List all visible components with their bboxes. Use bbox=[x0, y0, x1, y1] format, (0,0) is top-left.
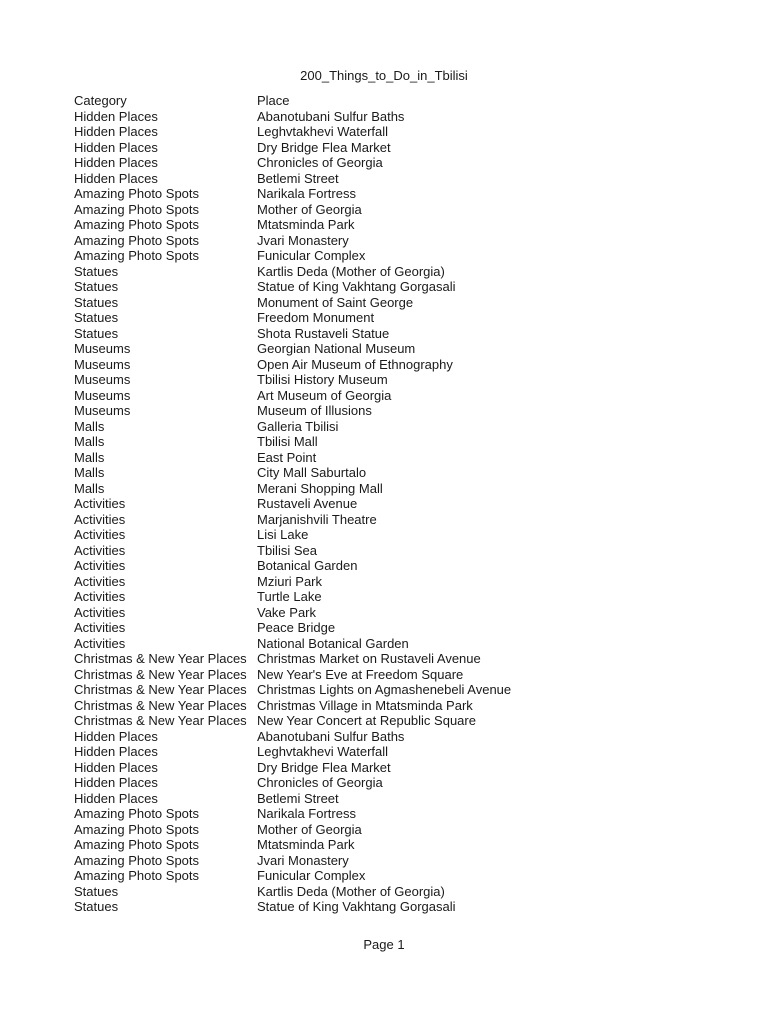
place-cell: Tbilisi History Museum bbox=[257, 372, 388, 387]
table-row bbox=[74, 713, 511, 729]
table-row bbox=[74, 450, 511, 466]
places-table bbox=[74, 93, 511, 915]
category-cell: Museums bbox=[74, 403, 131, 418]
table-row bbox=[74, 140, 511, 156]
column-header-place: Place bbox=[257, 93, 290, 108]
table-row bbox=[74, 233, 511, 249]
table-row bbox=[74, 357, 511, 373]
category-cell: Christmas & New Year Places bbox=[74, 713, 247, 728]
table-row bbox=[74, 264, 511, 280]
category-cell: Activities bbox=[74, 511, 126, 527]
category-cell: Amazing Photo Spots bbox=[74, 217, 200, 232]
table-row bbox=[74, 202, 511, 218]
document-title: 200_Things_to_Do_in_Tbilisi bbox=[300, 68, 468, 83]
category-cell: Amazing Photo Spots bbox=[74, 186, 200, 201]
place-cell: Christmas Market on Rustaveli Avenue bbox=[257, 651, 481, 666]
table-row bbox=[74, 419, 511, 435]
place-cell: Georgian National Museum bbox=[257, 341, 416, 356]
table-row bbox=[74, 465, 511, 481]
place-cell: Freedom Monument bbox=[257, 310, 375, 325]
table-row bbox=[74, 372, 511, 388]
place-cell: Christmas Lights on Agmashenebeli Avenue bbox=[257, 682, 512, 697]
place-cell: Monument of Saint George bbox=[257, 294, 414, 310]
table-row bbox=[74, 496, 511, 512]
table-row bbox=[74, 775, 511, 791]
place-cell: City Mall Saburtalo bbox=[257, 465, 367, 480]
place-cell: Chronicles of Georgia bbox=[257, 775, 383, 790]
place-cell: Mother of Georgia bbox=[257, 201, 362, 217]
place-cell: Abanotubani Sulfur Baths bbox=[257, 108, 405, 124]
place-cell: Lisi Lake bbox=[257, 527, 309, 542]
place-cell: New Year Concert at Republic Square bbox=[257, 713, 476, 728]
category-cell: Museums bbox=[74, 372, 131, 387]
table-row bbox=[74, 729, 511, 745]
table-row bbox=[74, 651, 511, 667]
table-row bbox=[74, 558, 511, 574]
place-cell: Open Air Museum of Ethnography bbox=[257, 356, 453, 372]
category-cell: Statues bbox=[74, 899, 119, 914]
category-cell: Hidden Places bbox=[74, 744, 158, 759]
place-cell: Narikala Fortress bbox=[257, 186, 356, 201]
place-cell: Christmas Village in Mtatsminda Park bbox=[257, 697, 473, 713]
category-cell: Activities bbox=[74, 604, 126, 620]
place-cell: National Botanical Garden bbox=[257, 635, 409, 651]
place-cell: New Year's Eve at Freedom Square bbox=[257, 666, 464, 682]
table-row bbox=[74, 837, 511, 853]
category-cell: Malls bbox=[74, 418, 105, 434]
table-row bbox=[74, 791, 511, 807]
category-cell: Statues bbox=[74, 325, 119, 341]
category-cell: Hidden Places bbox=[74, 790, 158, 806]
table-row bbox=[74, 884, 511, 900]
category-cell: Statues bbox=[74, 883, 119, 899]
table-row bbox=[74, 698, 511, 714]
place-cell: East Point bbox=[257, 449, 317, 465]
table-row bbox=[74, 171, 511, 187]
table-row bbox=[74, 310, 511, 326]
category-cell: Christmas & New Year Places bbox=[74, 697, 247, 713]
category-cell: Activities bbox=[74, 573, 126, 589]
place-cell: Abanotubani Sulfur Baths bbox=[257, 728, 405, 744]
category-cell: Amazing Photo Spots bbox=[74, 821, 200, 837]
table-row bbox=[74, 341, 511, 357]
category-cell: Statues bbox=[74, 310, 119, 325]
table-header bbox=[74, 93, 511, 109]
table-row bbox=[74, 853, 511, 869]
category-cell: Hidden Places bbox=[74, 759, 158, 775]
place-cell: Tbilisi Mall bbox=[257, 434, 318, 449]
place-cell: Statue of King Vakhtang Gorgasali bbox=[257, 899, 456, 914]
table-row bbox=[74, 481, 511, 497]
place-cell: Tbilisi Sea bbox=[257, 542, 317, 558]
category-cell: Hidden Places bbox=[74, 108, 158, 124]
place-cell: Mother of Georgia bbox=[257, 821, 362, 837]
category-cell: Activities bbox=[74, 589, 126, 604]
place-cell: Betlemi Street bbox=[257, 790, 339, 806]
category-cell: Hidden Places bbox=[74, 728, 158, 744]
table-row bbox=[74, 605, 511, 621]
place-cell: Leghvtakhevi Waterfall bbox=[257, 124, 389, 139]
category-cell: Christmas & New Year Places bbox=[74, 682, 247, 697]
table-row bbox=[74, 512, 511, 528]
table-row bbox=[74, 868, 511, 884]
place-cell: Mziuri Park bbox=[257, 573, 323, 589]
table-row bbox=[74, 806, 511, 822]
place-cell: Shota Rustaveli Statue bbox=[257, 325, 390, 341]
category-cell: Malls bbox=[74, 465, 105, 480]
place-cell: Funicular Complex bbox=[257, 868, 366, 883]
place-cell: Botanical Garden bbox=[257, 558, 358, 573]
table-row bbox=[74, 248, 511, 264]
category-cell: Museums bbox=[74, 341, 131, 356]
place-cell: Jvari Monastery bbox=[257, 232, 349, 248]
place-cell: Chronicles of Georgia bbox=[257, 155, 383, 170]
category-cell: Statues bbox=[74, 279, 119, 294]
table-row bbox=[74, 403, 511, 419]
category-cell: Amazing Photo Spots bbox=[74, 201, 200, 217]
table-row bbox=[74, 682, 511, 698]
category-cell: Activities bbox=[74, 558, 126, 573]
category-cell: Hidden Places bbox=[74, 170, 158, 186]
place-cell: Vake Park bbox=[257, 604, 317, 620]
category-cell: Amazing Photo Spots bbox=[74, 852, 200, 868]
category-cell: Hidden Places bbox=[74, 124, 158, 139]
table-row bbox=[74, 899, 511, 915]
category-cell: Hidden Places bbox=[74, 775, 158, 790]
table-row bbox=[74, 217, 511, 233]
place-cell: Betlemi Street bbox=[257, 170, 339, 186]
table-row bbox=[74, 822, 511, 838]
place-cell: Art Museum of Georgia bbox=[257, 387, 392, 403]
table-row bbox=[74, 760, 511, 776]
table-row bbox=[74, 589, 511, 605]
category-cell: Statues bbox=[74, 263, 119, 279]
category-cell: Activities bbox=[74, 635, 126, 651]
place-cell: Mtatsminda Park bbox=[257, 217, 355, 232]
place-cell: Galleria Tbilisi bbox=[257, 418, 339, 434]
table-row bbox=[74, 527, 511, 543]
table-row bbox=[74, 155, 511, 171]
table-row bbox=[74, 667, 511, 683]
category-cell: Museums bbox=[74, 387, 131, 403]
table-row bbox=[74, 434, 511, 450]
table-row bbox=[74, 326, 511, 342]
table-row bbox=[74, 186, 511, 202]
table-row bbox=[74, 636, 511, 652]
place-cell: Jvari Monastery bbox=[257, 852, 349, 868]
table-row bbox=[74, 744, 511, 760]
place-cell: Dry Bridge Flea Market bbox=[257, 139, 391, 155]
category-cell: Christmas & New Year Places bbox=[74, 651, 247, 666]
category-cell: Malls bbox=[74, 480, 105, 496]
table-row bbox=[74, 109, 511, 125]
category-cell: Hidden Places bbox=[74, 139, 158, 155]
place-cell: Peace Bridge bbox=[257, 620, 336, 635]
category-cell: Museums bbox=[74, 356, 131, 372]
page-number: Page 1 bbox=[363, 937, 405, 952]
category-cell: Christmas & New Year Places bbox=[74, 666, 247, 682]
category-cell: Malls bbox=[74, 434, 105, 449]
table-row bbox=[74, 620, 511, 636]
category-cell: Activities bbox=[74, 620, 126, 635]
category-cell: Activities bbox=[74, 542, 126, 558]
category-cell: Activities bbox=[74, 527, 126, 542]
category-cell: Hidden Places bbox=[74, 155, 158, 170]
place-cell: Kartlis Deda (Mother of Georgia) bbox=[257, 263, 445, 279]
place-cell: Merani Shopping Mall bbox=[257, 480, 383, 496]
place-cell: Kartlis Deda (Mother of Georgia) bbox=[257, 883, 445, 899]
place-cell: Rustaveli Avenue bbox=[257, 496, 358, 511]
table-row bbox=[74, 279, 511, 295]
category-cell: Amazing Photo Spots bbox=[74, 837, 200, 852]
category-cell: Amazing Photo Spots bbox=[74, 232, 200, 248]
table-row bbox=[74, 574, 511, 590]
place-cell: Statue of King Vakhtang Gorgasali bbox=[257, 279, 456, 294]
page-title bbox=[0, 68, 768, 83]
place-cell: Marjanishvili Theatre bbox=[257, 511, 377, 527]
place-cell: Leghvtakhevi Waterfall bbox=[257, 744, 389, 759]
table-row bbox=[74, 388, 511, 404]
place-cell: Museum of Illusions bbox=[257, 403, 372, 418]
category-cell: Amazing Photo Spots bbox=[74, 248, 200, 263]
place-cell: Narikala Fortress bbox=[257, 806, 356, 821]
category-cell: Malls bbox=[74, 449, 105, 465]
category-cell: Statues bbox=[74, 294, 119, 310]
place-cell: Funicular Complex bbox=[257, 248, 366, 263]
column-header-category: Category bbox=[74, 93, 127, 108]
table-row bbox=[74, 295, 511, 311]
place-cell: Turtle Lake bbox=[257, 589, 322, 604]
category-cell: Amazing Photo Spots bbox=[74, 806, 200, 821]
category-cell: Activities bbox=[74, 496, 126, 511]
category-cell: Amazing Photo Spots bbox=[74, 868, 200, 883]
table-row bbox=[74, 124, 511, 140]
place-cell: Mtatsminda Park bbox=[257, 837, 355, 852]
table-row bbox=[74, 543, 511, 559]
place-cell: Dry Bridge Flea Market bbox=[257, 759, 391, 775]
